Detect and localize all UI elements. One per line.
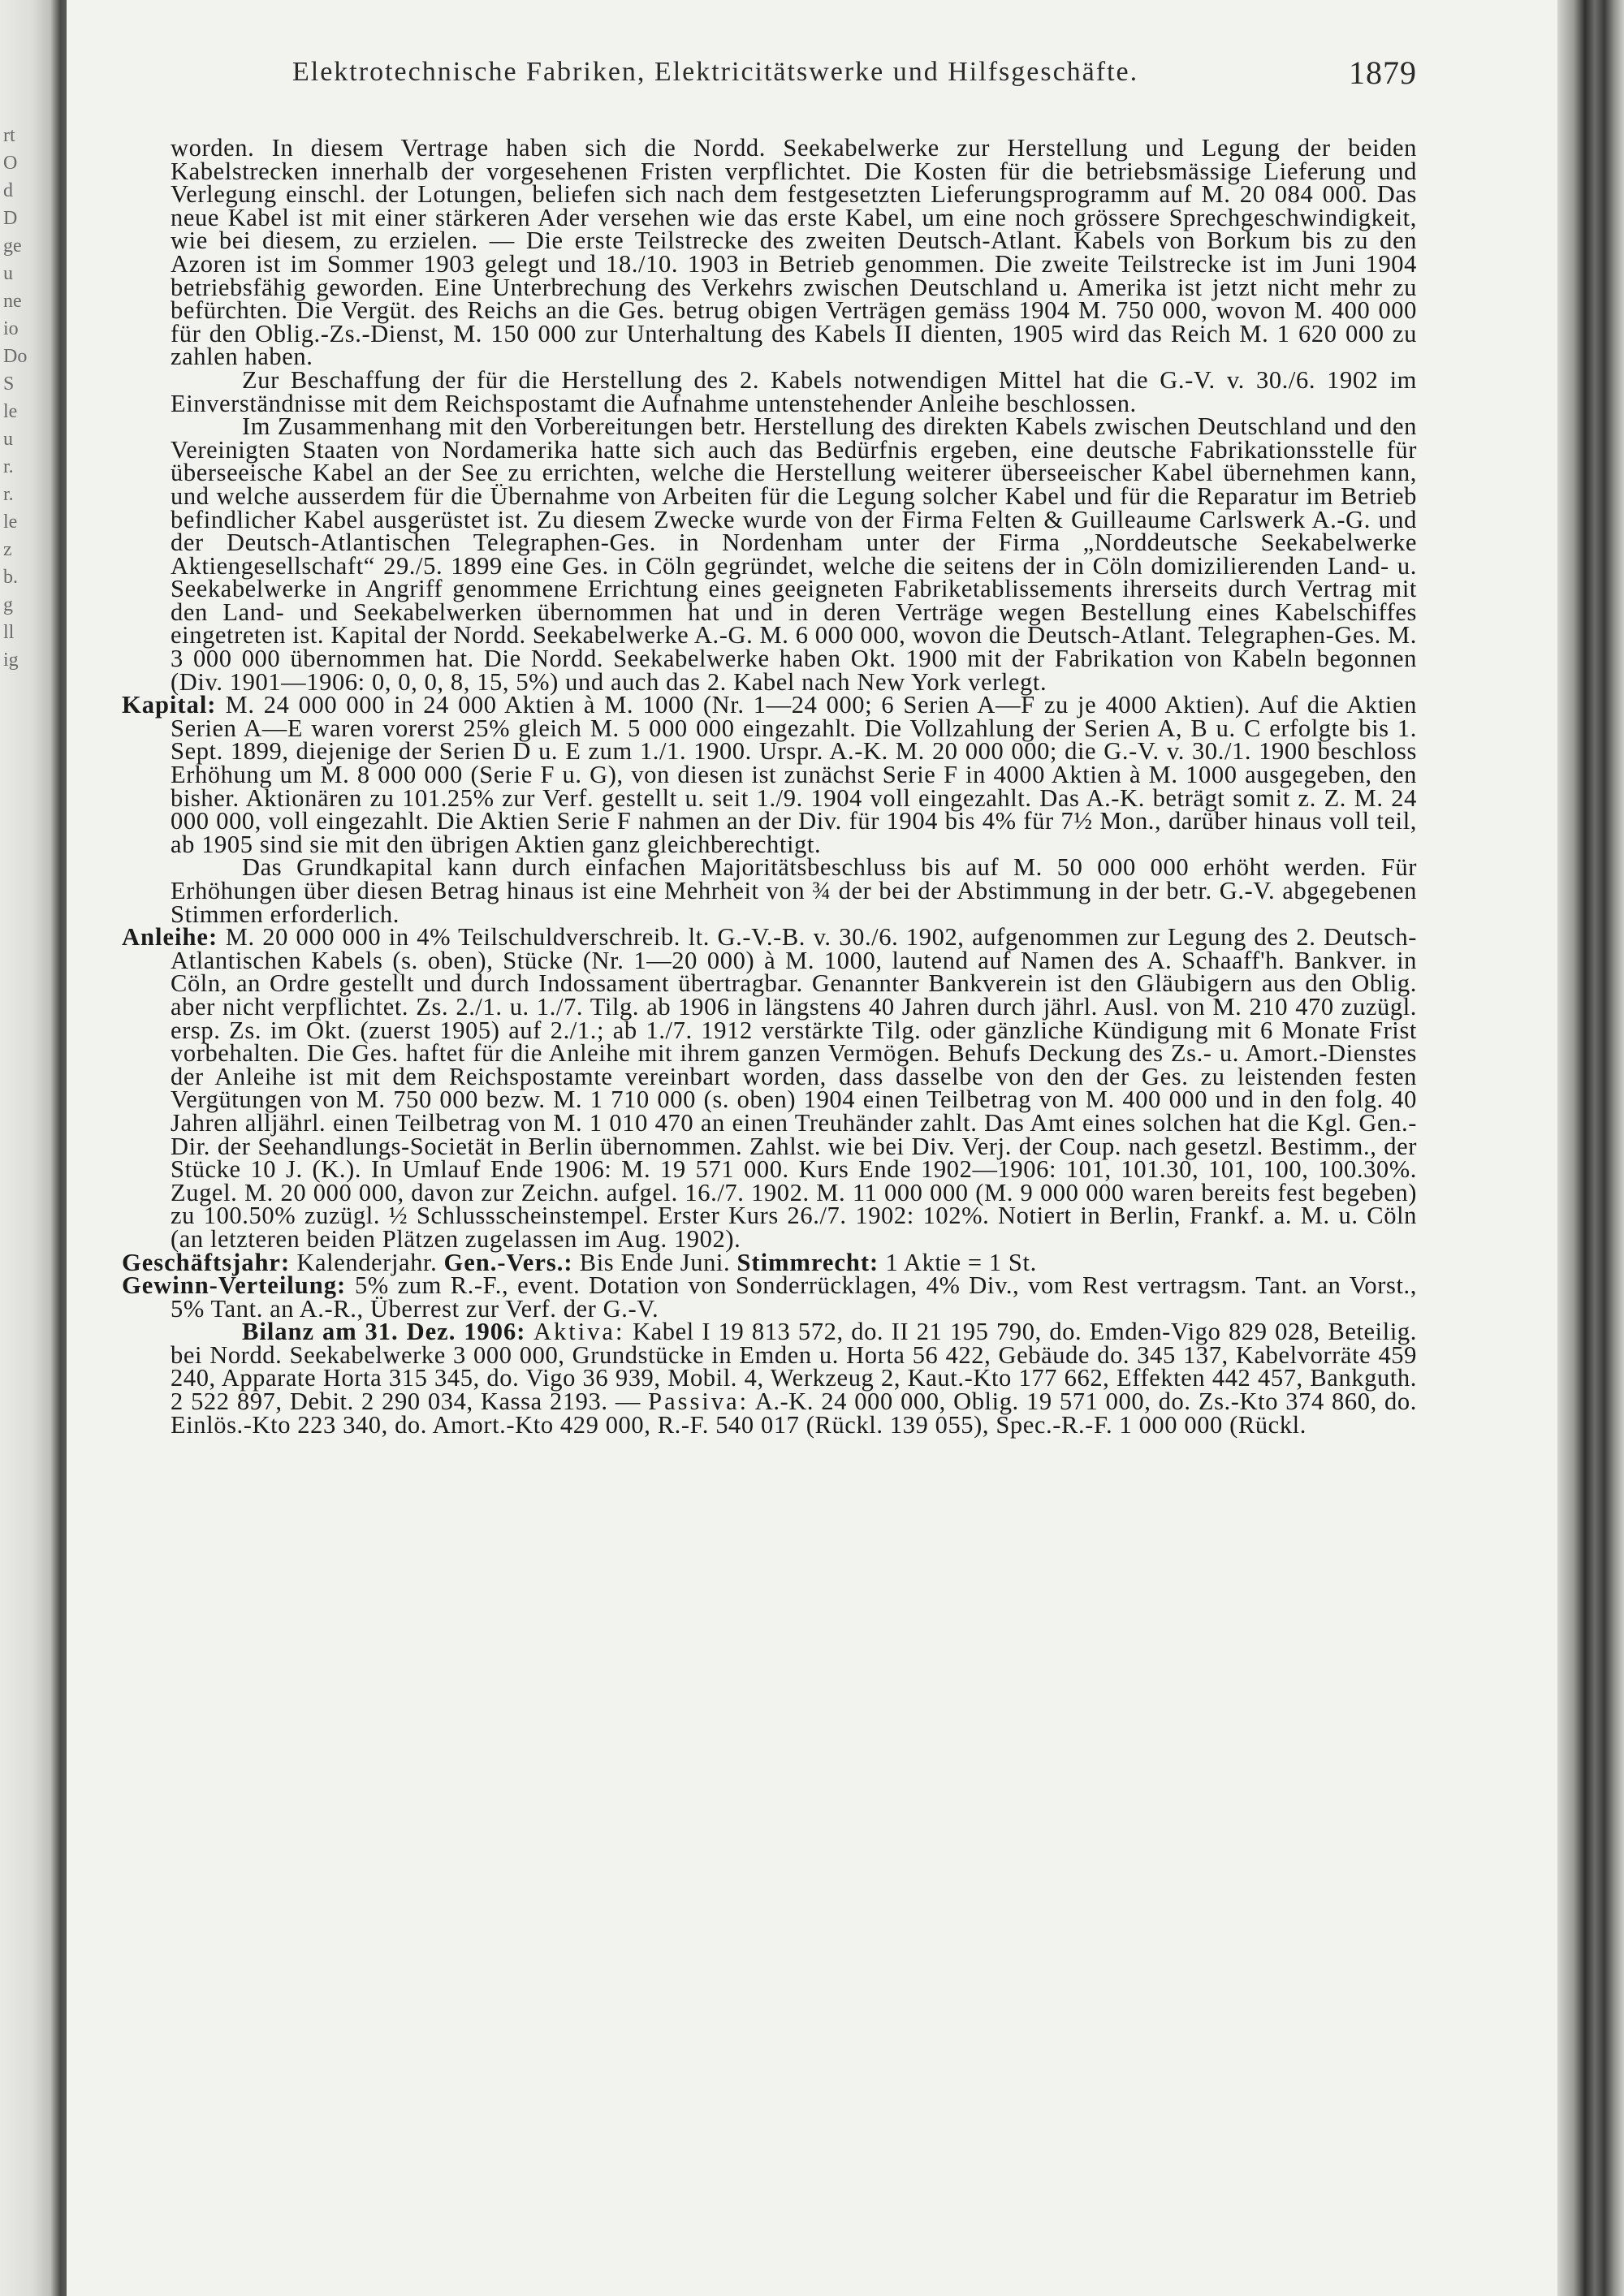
paragraph-kabel-vertrag: worden. In diesem Vertrage haben sich die Nordd. Seekabelwerke zur Herstellung und Legung der beiden Kabelstrecken innerhalb der vorgesehenen Fristen verpflichtet. Die Kosten für die betriebsmässige Lieferung und Verlegung einschl. der Lotungen, beliefen sich nach dem festgesetzten Lieferungsprogramm auf M. 20 084 000. Das neue Kabel ist mit einer stärkeren Ader versehen wie das erste Kabel, um eine noch grössere Sprechgeschwindigkeit, wie bei diesem, zu erzielen. — Die erste Teilstrecke des zweiten Deutsch-Atlant. Kabels von Borkum bis zu den Azoren ist im Sommer 1903 gelegt und 18./10. 1903 in Betrieb genommen. Die zweite Teilstrecke ist im Juni 1904 betriebsfähig geworden. Eine Unterbrechung des Verkehrs zwischen Deutschland u. Amerika ist jetzt nicht mehr zu befürchten. Die Vergüt. des Reichs an die Ges. betrug obigen Verträgen gemäss 1904 M. 750 000, wovon M. 400 000 für den Oblig.-Zs.-Dienst, M. 150 000 zur Unterhaltung des Kabels II dienten, 1905 wird das Reich M. 1 620 000 zu zahlen haben.	[171, 134, 1417, 371]
page-number: 1879	[1349, 54, 1417, 91]
section-anleihe	[122, 923, 1417, 1253]
bleed-fragment: ll	[3, 622, 15, 643]
section-text-kapital: M. 24 000 000 in 24 000 Aktien à M. 1000 (Nr. 1—24 000; 6 Serien A—F zu je 4000 Aktien). Auf die Aktien Serien A—E waren vorerst 25% gleich M. 5 000 000 eingezahlt. Die Vollzahlung der Serien A, B u. C erfolgte bis 1. Sept. 1899, diejenige der Serien D u. E zum 1./1. 1900. Urspr. A.-K. M. 20 000 000; die G.-V. v. 30./1. 1900 beschloss Erhöhung um M. 8 000 000 (Serie F u. G), von diesen ist zunächst Serie F in 4000 Aktien à M. 1000 ausgegeben, den bisher. Aktionären zu 101.25% zur Verf. gestellt u. seit 1./9. 1904 voll eingezahlt. Das A.-K. beträgt somit z. Z. M. 24 000 000, voll eingezahlt. Die Aktien Serie F nahmen an der Div. für 1904 bis 4% für 7½ Mon., darüber hinaus voll teil, ab 1905 sind sie mit den übrigen Aktien ganz gleichberechtigt.	[171, 691, 1417, 858]
bleed-fragment: le	[3, 511, 18, 533]
bleed-fragment: ne	[3, 291, 22, 312]
text-passiva: A.-K. 24 000 000, Oblig. 19 571 000, do. Zs.-Kto 374 860, do. Einlös.-Kto 223 340, do. Amort.-Kto 429 000, R.-F. 540 017 (Rückl. 139 055), Spec.-R.-F. 1 000 000 (Rückl.	[171, 1388, 1417, 1439]
bleed-fragment: b.	[3, 567, 18, 588]
bleed-fragment: ig	[3, 650, 19, 671]
bleed-fragment: d	[3, 180, 13, 201]
bleed-fragment: D	[3, 208, 18, 229]
section-label-anleihe: Anleihe:	[122, 923, 218, 952]
section-text-anleihe: M. 20 000 000 in 4% Teilschuldverschreib. lt. G.-V.-B. v. 30./6. 1902, aufgenommen zur Legung des 2. Deutsch-Atlantischen Kabels (s. oben), Stücke (Nr. 1—20 000) à M. 1000, lautend auf Namen des A. Schaaff'h. Bankver. in Cöln, an Ordre gestellt und durch Indossament übertragbar. Genannter Bankverein ist den Gläubigern aus den Oblig. aber nicht verpflichtet. Zs. 2./1. u. 1./7. Tilg. ab 1906 in längstens 40 Jahren durch jährl. Ausl. von M. 210 470 zuzügl. ersp. Zs. im Okt. (zuerst 1905) auf 2./1.; ab 1./7. 1912 verstärkte Tilg. oder gänzliche Kündigung mit 6 Monate Frist vorbehalten. Die Ges. haftet für die Anleihe mit ihrem ganzen Vermögen. Behufs Deckung des Zs.- u. Amort.-Dienstes der Anleihe ist mit dem Reichspostamte vereinbart worden, dass dasselbe von den der Ges. zu leistenden festen Vergütungen von M. 750 000 bezw. M. 1 710 000 (s. oben) 1904 einen Teilbetrag von M. 400 000 und in den folg. 40 Jahren alljährl. einen Teilbetrag von M. 1 010 470 an einen Treuhänder zahlt. Das Amt eines solchen hat die Kgl. Gen.-Dir. der Seehandlungs-Societät in Berlin übernommen. Zahlst. wie bei Div. Verj. der Coup. nach gesetzl. Bestimm., der Stücke 10 J. (K.). In Umlauf Ende 1906: M. 19 571 000. Kurs Ende 1902—1906: 101, 101.30, 101, 100, 100.30%. Zugel. M. 20 000 000, davon zur Zeichn. aufgel. 16./7. 1902. M. 11 000 000 (M. 9 000 000 waren bereits fest begeben) zu 100.50% zuzügl. ½ Schlussscheinstempel. Erster Kurs 26./7. 1902: 102%. Notiert in Berlin, Frankf. a. M. u. Cöln (an letzteren beiden Plätzen zugelassen im Aug. 1902).	[171, 923, 1417, 1253]
bleed-fragment: ge	[3, 235, 22, 257]
bleed-fragment: g	[3, 594, 13, 615]
page	[122, 50, 1417, 1439]
section-label-geschaeftsjahr: Geschäftsjahr:	[122, 1248, 291, 1276]
bleed-fragment: rt	[3, 125, 15, 146]
bleed-fragment: z	[3, 539, 12, 560]
bleed-fragment: io	[3, 318, 19, 339]
bleed-fragment: u	[3, 429, 13, 450]
bleed-fragment: u	[3, 263, 13, 284]
section-label-bilanz: Bilanz am 31. Dez. 1906:	[242, 1318, 526, 1346]
section-text-gewinn: 5% zum R.-F., event. Dotation von Sonderrücklagen, 4% Div., vom Rest vertragsm. Tant. an Vorst., 5% Tant. an A.-R., Überrest zur Verf. der G.-V.	[171, 1271, 1417, 1323]
section-label-stimmrecht: Stimmrecht:	[736, 1248, 879, 1276]
paragraph-anleihe-beschluss: Zur Beschaffung der für die Herstellung des 2. Kabels notwendigen Mittel hat die G.-V. v. 30./6. 1902 im Einverständnisse mit dem Reichspostamt die Aufnahme untenstehender Anleihe beschlossen.	[171, 365, 1417, 417]
section-text-stimmrecht: 1 Aktie = 1 St.	[885, 1248, 1037, 1276]
section-kapital	[122, 691, 1417, 858]
bleed-fragment: r.	[3, 456, 14, 477]
running-head-title: Elektrotechnische Fabriken, Elektricitätswerke und Hilfsgeschäfte.	[292, 57, 1139, 87]
label-passiva: Passiva:	[648, 1388, 749, 1416]
section-label-kapital: Kapital:	[122, 691, 217, 719]
section-geschaeftsjahr	[122, 1248, 1417, 1276]
paragraph-grundkapital: Das Grundkapital kann durch einfachen Majoritätsbeschluss bis auf M. 50 000 000 erhöht werden. Für Erhöhungen über diesen Betrag hinaus ist eine Mehrheit von ¾ der bei der Abstimmung in der betr. G.-V. abgegebenen Stimmen erforderlich.	[171, 853, 1417, 928]
section-gewinn-verteilung	[122, 1271, 1417, 1323]
section-label-genvers: Gen.-Vers.:	[443, 1248, 573, 1276]
bleed-fragment: r.	[3, 484, 14, 505]
section-text-genvers: Bis Ende Juni.	[579, 1248, 731, 1276]
section-label-gewinn: Gewinn-Verteilung:	[122, 1271, 347, 1300]
bleed-fragment: Do	[3, 346, 28, 367]
body-text	[122, 134, 1417, 1439]
section-text-geschaeftsjahr: Kalenderjahr.	[296, 1248, 438, 1276]
scan-right-edge	[1557, 0, 1624, 2296]
bleed-fragment: le	[3, 401, 18, 422]
section-bilanz	[171, 1318, 1417, 1439]
left-margin-bleed-text	[3, 122, 39, 1177]
bleed-fragment: S	[3, 373, 15, 395]
label-aktiva: Aktiva:	[533, 1318, 625, 1346]
running-head	[171, 50, 1417, 99]
bleed-fragment: O	[3, 153, 18, 174]
text-aktiva: Kabel I 19 813 572, do. II 21 195 790, do. Emden-Vigo 829 028, Beteilig. bei Nordd. Seekabelwerke 3 000 000, Grundstücke in Emden u. Horta 56 422, Gebäude do. 345 137, Kabelvorräte 459 240, Apparate Horta 315 345, do. Vigo 36 939, Mobil. 4, Werkzeug 2, Kaut.-Kto 177 662, Effekten 442 457, Bankguth. 2 522 897, Debit. 2 290 034, Kassa 2193. —	[171, 1318, 1417, 1416]
paragraph-seekabelwerke: Im Zusammenhang mit den Vorbereitungen betr. Herstellung des direkten Kabels zwischen Deutschland und den Vereinigten Staaten von Nordamerika hatte sich auch das Bedürfnis ergeben, eine deutsche Fabrikationsstelle für überseeische Kabel an der See zu errichten, welche die Herstellung weiterer überseeischer Kabel übernehmen kann, und welche ausserdem für die Übernahme von Arbeiten für die Legung solcher Kabel und für die Reparatur im Betrieb befindlicher Kabel ausgerüstet ist. Zu diesem Zwecke wurde von der Firma Felten & Guilleaume Carlswerk A.-G. und der Deutsch-Atlantischen Telegraphen-Ges. in Nordenham unter der Firma „Norddeutsche Seekabelwerke Aktiengesellschaft“ 29./5. 1899 eine Ges. in Cöln gegründet, welche die seitens der in Cöln domizilierenden Land- u. Seekabelwerke in Angriff genommene Errichtung eines geeigneten Fabriketablissements ihrerseits durch Vertrag mit den Land- und Seekabelwerken übernommen hat und in deren Verträge wegen Bestellung eines Kabelschiffes eingetreten ist. Kapital der Nordd. Seekabelwerke A.-G. M. 6 000 000, wovon die Deutsch-Atlant. Telegraphen-Ges. M. 3 000 000 übernommen hat. Die Nordd. Seekabelwerke haben Okt. 1900 mit der Fabrikation von Kabeln begonnen (Div. 1901—1906: 0, 0, 0, 8, 15, 5%) und auch das 2. Kabel nach New York verlegt.	[171, 412, 1417, 696]
